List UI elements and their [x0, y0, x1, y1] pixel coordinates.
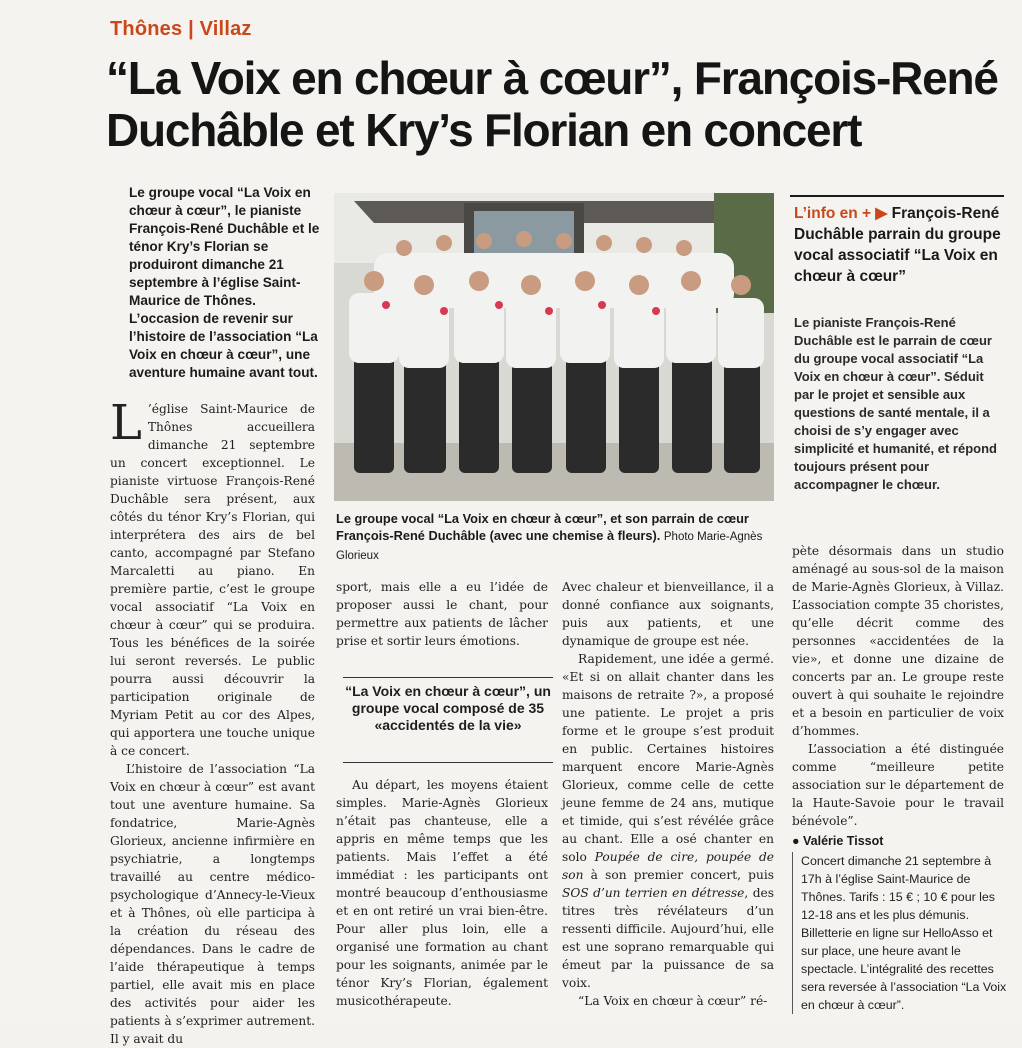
article-column-2: [336, 578, 548, 650]
headline-line-1: “La Voix en chœur à cœur”, François-René: [106, 52, 998, 104]
caption-text: Le groupe vocal “La Voix en chœur à cœur”, et son parrain de cœur François-René Duchâble (avec une chemise à fleurs).: [336, 511, 749, 543]
col1-paragraph-1: [110, 395, 315, 760]
article-column-2-cont: [336, 776, 548, 1010]
sidebar-top-rule: [790, 195, 1004, 197]
headline: [106, 52, 1006, 156]
headline-line-2: Duchâble et Kry’s Florian en concert: [106, 104, 862, 156]
song-title-1: Poupée de cire, poupée de son: [562, 850, 775, 882]
col3-text-b: à son premier concert, puis: [583, 868, 774, 882]
photo-credit: Photo Marie-Agnès Glorieux: [336, 531, 763, 562]
sidebar-heading: [794, 203, 1004, 287]
song-title-2: SOS d’un terrien en détresse: [562, 886, 745, 900]
col3-paragraph-1: Avec chaleur et bienveillance, il a donné confiance aux soignants, puis aux patients, et une dynamique de groupe est née.: [562, 580, 774, 648]
col1-text-1: ’église Saint-Maurice de Thônes accueillera dimanche 21 septembre un concert exceptionnel. Le pianiste virtuose François-René Duchâble sera présent, aux côtés du ténor Kry’s Florian, qui interprétera des airs de bel canto, accompagné par Stefano Marcaletti au piano. En première partie, c’est le groupe vocal associatif “La Voix en chœur à cœur” qui se produira. Tous les bénéfices de la soirée lui seront reversés. Le public pourra aussi découvrir la participation originale de Myriam Petit au cor des Alpes, qui apportera une touche unique à ce concert.: [110, 402, 315, 758]
col3-paragraph-3: “La Voix en chœur à cœur” ré-: [578, 994, 768, 1008]
drop-cap: L: [110, 395, 142, 451]
sidebar-body: Le pianiste François-René Duchâble est le parrain de cœur du groupe vocal associatif “La Voix en chœur à cœur”. Séduit par le projet et sensible aux questions de santé mentale, il a choisi de s’y engager avec simplicité et humanité, et répond toujours présent pour accompagner le chœur.: [794, 315, 997, 492]
section-kicker: Thônes | Villaz: [110, 18, 252, 40]
sidebar-tag: L’info en + ▶: [794, 205, 888, 222]
pullquote-rule-top: [343, 677, 553, 678]
article-column-3: [562, 578, 774, 1010]
col4-paragraph-1: pète désormais dans un studio aménagé au sous-sol de la maison de Marie-Agnès Glorieux, à Villaz. L’association compte 35 choristes, qu’elle décrit comme des personnes «accidentées de la vie», et donne une dizaine de concerts par an. Le groupe reste ouvert à qui souhaite le rejoindre et a besoin en particulier de voix d’hommes.: [792, 544, 1004, 738]
col3-text-c: , des titres très révélateurs d’un ressenti difficile. Aujourd’hui, elle est une soprano remarquable qui émeut par la puissance de sa voix.: [562, 886, 774, 990]
col4-paragraph-2: L’association a été distinguée comme “meilleure petite association sur le département de la Haute-Savoie pour le travail bénévole”.: [792, 742, 1004, 828]
col2-paragraph-1: sport, mais elle a eu l’idée de proposer aussi le chant, pour permettre aux patients de lâcher prise et sortir leurs émotions.: [336, 580, 548, 648]
sidebar-title: François-René Duchâble parrain du groupe vocal associatif “La Voix en chœur à cœur”: [794, 205, 1001, 285]
col3-paragraph-2: [562, 650, 774, 992]
col1-paragraph-2: L’histoire de l’association “La Voix en chœur à cœur” est avant tout une aventure humaine. Sa fondatrice, Marie-Agnès Glorieux, ancienne infirmière en psychiatrie, a longtemps travaillé au centre médico-psychologique d’Annecy-le-Vieux et à Thônes, où elle participa à la création du réseau des dépendances. Dans le cadre de l’aide thérapeutique à temps partiel, elle avait mis en place des activités pour aider les patients à s’exprimer autrement. Il y avait du: [110, 762, 315, 1046]
choir-photo: [334, 193, 774, 501]
pullquote-rule-bottom: [343, 762, 553, 763]
article-column-4: [792, 542, 1004, 830]
author-byline: ● Valérie Tissot: [792, 834, 884, 848]
choir-photo-illustration: [334, 193, 774, 501]
col2-paragraph-2: Au départ, les moyens étaient simples. Marie-Agnès Glorieux n’était pas chanteuse, elle a appris en même temps que les patients. Mais l’effet a été immédiat : les participants ont montré beaucoup d’enthousiasme et en ont retiré un vrai bien-être. Pour aller plus loin, elle a organisé une formation au chant pour les soignants, animée par le ténor Kry’s Florian, également musicothérapeute.: [336, 778, 548, 1008]
col3-text-a: Rapidement, une idée a germé. «Et si on allait chanter dans les maisons de retraite ?», a proposé une patiente. Le projet a pris forme et le groupe s’est produit en public. Certaines histoires marquent encore Marie-Agnès Glorieux, comme celle de cette jeune femme de 24 ans, mutique et timide, qui s’est révélée grâce au chant. Elle a osé chanter en solo: [562, 652, 774, 864]
photo-caption: [336, 510, 776, 565]
pull-quote: “La Voix en chœur à cœur”, un groupe vocal composé de 35 «accidentés de la vie»: [345, 683, 551, 733]
lead-paragraph: Le groupe vocal “La Voix en chœur à cœur”, le pianiste François-René Duchâble et le ténor Kry’s Florian se produiront dimanche 21 septembre à l’église Saint-Maurice de Thônes. L’occasion de revenir sur l’histoire de l’association “La Voix en chœur à cœur”, une aventure humaine avant tout.: [129, 185, 320, 380]
article-column-1: [110, 395, 315, 1048]
concert-info-box: Concert dimanche 21 septembre à 17h à l’église Saint-Maurice de Thônes. Tarifs : 15 € ; 10 € pour les 12-18 ans et les plus démunis. Billetterie en ligne sur HelloAsso et sur place, une heure avant le spectacle. L’intégralité des recettes sera reversée à l’association “La Voix en chœur à cœur”.: [792, 852, 1011, 1014]
